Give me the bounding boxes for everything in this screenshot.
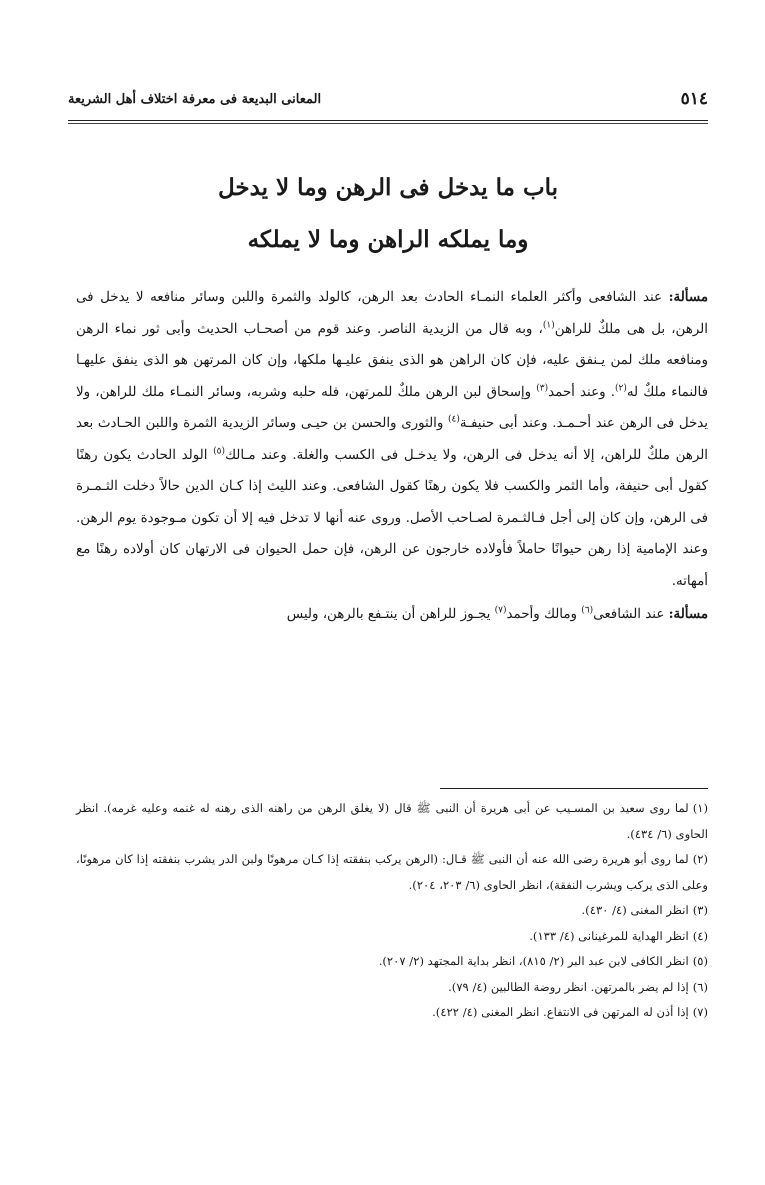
footnote-text: انظر المغنى (٤/ ٤٣٠). xyxy=(581,903,689,917)
paragraph-text: والثورى والحسن بن حيـى وسائر الزيدية الثمرة واللبن الحـادث بعد الرهن ملكٌ للراهن، إلا أنه يدخل فى الرهن، ولا يدخـل فى الكسب والغلة. وعند مـالك xyxy=(76,416,709,463)
paragraph-text: . وعند أحمد xyxy=(548,384,615,400)
footnote-text: انظر الكافى لابن عبد البر (٢/ ٨١٥)، انظر بداية المجتهد (٢/ ٢٠٧). xyxy=(378,954,689,968)
footnote xyxy=(76,898,708,924)
footnote xyxy=(76,1000,708,1026)
footnote xyxy=(76,796,708,847)
footnote-text: إذا لم يضر بالمرتهن. انظر روضة الطالبين (٤/ ٧٩). xyxy=(448,979,689,994)
footnotes xyxy=(76,796,708,1026)
footnote-number: (٤) xyxy=(692,928,708,943)
footnote-number: (٢) xyxy=(692,852,708,866)
chapter-title xyxy=(68,162,708,266)
page-number: ٥١٤ xyxy=(680,89,708,109)
footnote-number: (٧) xyxy=(692,1005,708,1019)
footnote-number: (٦) xyxy=(692,979,708,994)
paragraph-text: ، وبه قال من الزيدية الناصر. وعند قوم من أصحـاب الحديث وأبى ثور نماء الرهن ومنافعه ملك لمن يـنفق عليه، فإن كان الراهن هو الذى ينفق عليـها ملكها، وإن كان المرتهن هو الذى ينفق عليهـا فالنماء ملكٌ له xyxy=(76,321,708,400)
page-header xyxy=(68,82,708,116)
footnote-text: إذا أذن له المرتهن فى الانتفاع. انظر المغنى (٤/ ٤٢٢). xyxy=(432,1005,689,1019)
footnote-reference: (١) xyxy=(542,320,555,331)
footnote-reference: (٧) xyxy=(494,605,507,616)
paragraph-text: يجـوز للراهن أن ينتـفع بالرهن، وليس xyxy=(286,607,495,622)
footnote-reference: (٤) xyxy=(448,414,460,425)
paragraph-text: الولد الحادث يكون رهنًا كقول أبى حنيفة، وأما الثمر والكسب فلا يكون رهنًا كقول الشافعى. وعند الليث إذا كـان الدين حالاً دخلت الثـمـرة فى الرهن، وإن كان إلى أجل فـالثـمرة لصـاحب الأصل. وروى عنه أنها لا تدخل فيه إلا أن تكون مـوجودة يوم الرهن. وعند الإمامية إذا رهن حيوانًا حاملاً فأولاده خارجون عن الرهن، فإن حمل الحيوان فى الارتهان كان أولاده رهنًا مع أمهاته. xyxy=(76,447,708,589)
footnote-separator xyxy=(440,788,708,789)
paragraph-text: عند الشافعى وأكثر العلماء النمـاء الحادث بعد الرهن، كالولد والثمرة واللبن وسائر منافعه لا يدخل فى الرهن، بل هى ملكٌ للراهن xyxy=(76,290,708,337)
chapter-title-line-2: وما يملكه الراهن وما لا يملكه xyxy=(247,226,529,253)
footnote-reference: (٥) xyxy=(213,446,225,457)
footnote-reference: (٦) xyxy=(581,605,594,616)
chapter-title-line-1: باب ما يدخل فى الرهن وما لا يدخل xyxy=(217,174,559,201)
body-text xyxy=(76,282,708,631)
masala-label: مسألة: xyxy=(668,289,708,305)
paragraph xyxy=(76,282,708,597)
paragraph-text: ومالك وأحمد xyxy=(506,607,582,622)
footnote-number: (١) xyxy=(692,801,708,815)
footnote-number: (٥) xyxy=(692,954,708,968)
running-title: المعانى البديعة فى معرفة اختلاف أهل الشريعة xyxy=(68,91,322,107)
paragraph-text: وإسحاق لبن الرهن ملكٌ للمرتهن، فله حلبه وشربه، وسائر النمـاء ملك للراهن، ولا يدخل فى الرهن عند أحـمـد. وعند أبى حنيفـة xyxy=(76,384,708,431)
paragraph xyxy=(76,599,708,631)
footnote-text: لما روى أبو هريرة رضى الله عنه أن النبى ﷺ قـال: (الرهن يركب بنفقته إذا كـان مرهونًا ولبن الدر يشرب بنفقته إذا كان مرهونًا، وعلى الذى يركب ويشرب النفقة)، انظر الحاوى (٦/ ٢٠٣، ٢٠٤). xyxy=(76,852,708,892)
footnote-number: (٣) xyxy=(692,903,708,917)
paragraph-text: عند الشافعى xyxy=(593,607,669,622)
footnote-reference: (٢) xyxy=(614,383,627,394)
footnote-text: لما روى سعيد بن المسـيب عن أبى هريرة أن النبى ﷺ قال (لا يغلق الرهن من راهنه الذى رهنه له غنمه وعليه غرمه). انظر الحاوى (٦/ ٤٣٤). xyxy=(76,801,708,841)
footnote xyxy=(76,975,708,1001)
footnote xyxy=(76,847,708,898)
footnote-reference: (٣) xyxy=(536,383,549,394)
masala-label: مسألة: xyxy=(668,606,708,622)
footnote-text: انظر الهداية للمرغينانى (٤/ ١٣٣). xyxy=(529,928,689,943)
footnote xyxy=(76,949,708,975)
header-rule xyxy=(68,120,708,124)
footnote xyxy=(76,924,708,950)
